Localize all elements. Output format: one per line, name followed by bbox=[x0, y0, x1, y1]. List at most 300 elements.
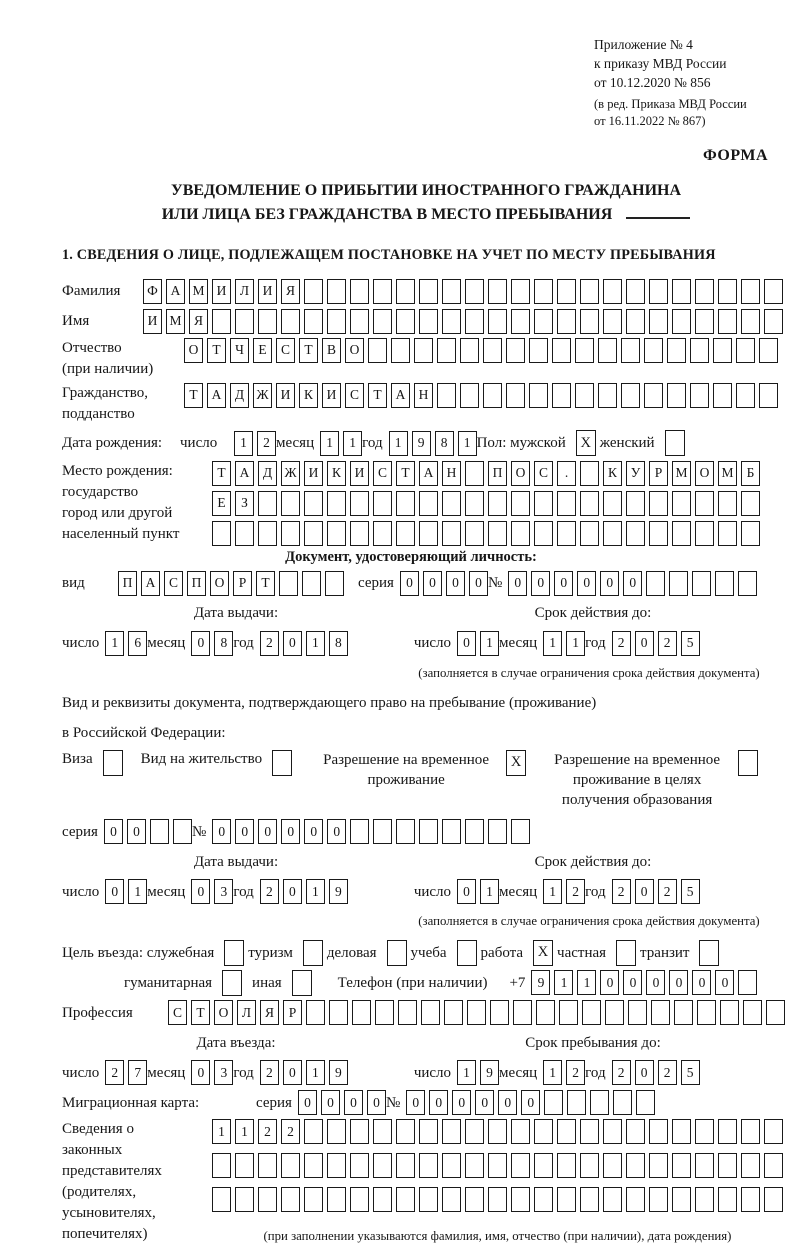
representatives-line2-cells-cell[interactable] bbox=[534, 1153, 553, 1178]
birth-year-cells-cell[interactable]: 8 bbox=[435, 431, 454, 456]
birthplace-line3-cells-cell[interactable] bbox=[741, 521, 760, 546]
patronymic-cells-cell[interactable] bbox=[690, 338, 709, 363]
representatives-line3-cells-cell[interactable] bbox=[649, 1187, 668, 1212]
representatives-line3-cells-cell[interactable] bbox=[419, 1187, 438, 1212]
patronymic-cells-cell[interactable]: Ч bbox=[230, 338, 249, 363]
surname-cells-cell[interactable]: М bbox=[189, 279, 208, 304]
migcard-series-cells-cell[interactable]: 0 bbox=[367, 1090, 386, 1115]
birthplace-line2-cells-cell[interactable] bbox=[488, 491, 507, 516]
representatives-line1-cells-cell[interactable] bbox=[695, 1119, 714, 1144]
representatives-line3-cells-cell[interactable] bbox=[672, 1187, 691, 1212]
birthplace-line2-cells-cell[interactable] bbox=[419, 491, 438, 516]
representatives-line2-cells-cell[interactable] bbox=[373, 1153, 392, 1178]
birthplace-line2-cells-cell[interactable] bbox=[442, 491, 461, 516]
representatives-line3-cells-cell[interactable] bbox=[511, 1187, 530, 1212]
permit-valid-year-cells-cell[interactable]: 2 bbox=[658, 879, 677, 904]
profession-cells-cell[interactable] bbox=[375, 1000, 394, 1025]
entry-month-cells-cell[interactable]: 3 bbox=[214, 1060, 233, 1085]
permit-valid-month-cells-cell[interactable]: 2 bbox=[566, 879, 585, 904]
patronymic-cells-cell[interactable] bbox=[552, 338, 571, 363]
birthplace-line1-cells-cell[interactable]: К bbox=[327, 461, 346, 486]
citizenship-cells-cell[interactable] bbox=[644, 383, 663, 408]
surname-cells-cell[interactable]: Л bbox=[235, 279, 254, 304]
givenname-cells-cell[interactable]: М bbox=[166, 309, 185, 334]
patronymic-cells-cell[interactable] bbox=[644, 338, 663, 363]
birthplace-line1-cells-cell[interactable]: С bbox=[534, 461, 553, 486]
birth-day-cells-cell[interactable]: 2 bbox=[257, 431, 276, 456]
representatives-line1-cells-cell[interactable] bbox=[603, 1119, 622, 1144]
birthplace-line1-cells-cell[interactable]: Д bbox=[258, 461, 277, 486]
migcard-number-cells-cell[interactable]: 0 bbox=[452, 1090, 471, 1115]
citizenship-cells-cell[interactable] bbox=[736, 383, 755, 408]
doc-series-cells-cell[interactable]: 0 bbox=[400, 571, 419, 596]
representatives-line1-cells-cell[interactable] bbox=[488, 1119, 507, 1144]
birthplace-line1-cells-cell[interactable]: С bbox=[373, 461, 392, 486]
doc-type-cells-cell[interactable] bbox=[325, 571, 344, 596]
birthplace-line1-cells-cell[interactable] bbox=[580, 461, 599, 486]
permit-number-cells-cell[interactable]: 0 bbox=[212, 819, 231, 844]
passport-issue-month-cells-cell[interactable]: 8 bbox=[214, 631, 233, 656]
birthplace-line3-cells-cell[interactable] bbox=[281, 521, 300, 546]
representatives-line1-cells-cell[interactable] bbox=[373, 1119, 392, 1144]
birthplace-line1-cells-cell[interactable]: . bbox=[557, 461, 576, 486]
profession-cells-cell[interactable] bbox=[444, 1000, 463, 1025]
passport-issue-year-cells-cell[interactable]: 2 bbox=[260, 631, 279, 656]
permit-issue-year-cells-cell[interactable]: 1 bbox=[306, 879, 325, 904]
birthplace-line3-cells-cell[interactable] bbox=[718, 521, 737, 546]
doc-number-cells-cell[interactable]: 0 bbox=[508, 571, 527, 596]
representatives-line3-cells-cell[interactable] bbox=[626, 1187, 645, 1212]
birthplace-line3-cells-cell[interactable] bbox=[580, 521, 599, 546]
patronymic-cells-cell[interactable] bbox=[460, 338, 479, 363]
surname-cells-cell[interactable] bbox=[327, 279, 346, 304]
birthplace-line1-cells-cell[interactable]: А bbox=[419, 461, 438, 486]
doc-type-cells-cell[interactable] bbox=[279, 571, 298, 596]
patronymic-cells-cell[interactable] bbox=[414, 338, 433, 363]
doc-number-cells-cell[interactable] bbox=[646, 571, 665, 596]
citizenship-cells-cell[interactable] bbox=[483, 383, 502, 408]
representatives-line1-cells-cell[interactable] bbox=[511, 1119, 530, 1144]
citizenship-cells-cell[interactable] bbox=[759, 383, 778, 408]
doc-number-cells-cell[interactable]: 0 bbox=[623, 571, 642, 596]
profession-cells-cell[interactable] bbox=[605, 1000, 624, 1025]
birthplace-line1-cells-cell[interactable]: А bbox=[235, 461, 254, 486]
edu-temp-residence-checkbox[interactable] bbox=[738, 750, 758, 776]
migcard-number-cells-cell[interactable] bbox=[590, 1090, 609, 1115]
profession-cells-cell[interactable] bbox=[697, 1000, 716, 1025]
birthplace-line2-cells-cell[interactable] bbox=[465, 491, 484, 516]
purpose-study-checkbox[interactable] bbox=[457, 940, 477, 966]
profession-cells-cell[interactable]: О bbox=[214, 1000, 233, 1025]
patronymic-cells-cell[interactable] bbox=[437, 338, 456, 363]
profession-cells-cell[interactable] bbox=[582, 1000, 601, 1025]
birthplace-line2-cells-cell[interactable] bbox=[672, 491, 691, 516]
givenname-cells-cell[interactable] bbox=[350, 309, 369, 334]
birthplace-line2-cells-cell[interactable] bbox=[741, 491, 760, 516]
purpose-work-checkbox[interactable]: X bbox=[533, 940, 553, 966]
doc-type-cells-cell[interactable]: Т bbox=[256, 571, 275, 596]
profession-cells-cell[interactable] bbox=[651, 1000, 670, 1025]
representatives-line2-cells-cell[interactable] bbox=[580, 1153, 599, 1178]
passport-issue-day-cells-cell[interactable]: 6 bbox=[128, 631, 147, 656]
surname-cells-cell[interactable] bbox=[373, 279, 392, 304]
birthplace-line2-cells-cell[interactable] bbox=[350, 491, 369, 516]
citizenship-cells-cell[interactable]: Т bbox=[184, 383, 203, 408]
representatives-line3-cells-cell[interactable] bbox=[488, 1187, 507, 1212]
birthplace-line1-cells-cell[interactable]: И bbox=[304, 461, 323, 486]
representatives-line1-cells-cell[interactable]: 2 bbox=[258, 1119, 277, 1144]
doc-type-cells-cell[interactable]: П bbox=[118, 571, 137, 596]
birth-year-cells-cell[interactable]: 1 bbox=[389, 431, 408, 456]
representatives-line2-cells-cell[interactable] bbox=[212, 1153, 231, 1178]
representatives-line3-cells-cell[interactable] bbox=[764, 1187, 783, 1212]
givenname-cells-cell[interactable] bbox=[626, 309, 645, 334]
doc-number-cells-cell[interactable]: 0 bbox=[577, 571, 596, 596]
givenname-cells-cell[interactable] bbox=[327, 309, 346, 334]
surname-cells-cell[interactable] bbox=[488, 279, 507, 304]
representatives-line2-cells-cell[interactable] bbox=[557, 1153, 576, 1178]
profession-cells-cell[interactable] bbox=[306, 1000, 325, 1025]
representatives-line2-cells-cell[interactable] bbox=[396, 1153, 415, 1178]
permit-number-cells-cell[interactable]: 0 bbox=[235, 819, 254, 844]
patronymic-cells-cell[interactable] bbox=[759, 338, 778, 363]
surname-cells-cell[interactable] bbox=[304, 279, 323, 304]
representatives-line2-cells-cell[interactable] bbox=[672, 1153, 691, 1178]
surname-cells-cell[interactable] bbox=[649, 279, 668, 304]
givenname-cells-cell[interactable] bbox=[649, 309, 668, 334]
givenname-cells-cell[interactable] bbox=[488, 309, 507, 334]
birthplace-line2-cells-cell[interactable] bbox=[396, 491, 415, 516]
citizenship-cells-cell[interactable] bbox=[667, 383, 686, 408]
permit-number-cells-cell[interactable]: 0 bbox=[304, 819, 323, 844]
permit-issue-year-cells-cell[interactable]: 9 bbox=[329, 879, 348, 904]
patronymic-cells-cell[interactable] bbox=[736, 338, 755, 363]
representatives-line2-cells-cell[interactable] bbox=[281, 1153, 300, 1178]
surname-cells-cell[interactable] bbox=[396, 279, 415, 304]
doc-series-cells-cell[interactable]: 0 bbox=[423, 571, 442, 596]
birthplace-line1-cells-cell[interactable]: М bbox=[718, 461, 737, 486]
passport-valid-year-cells-cell[interactable]: 2 bbox=[658, 631, 677, 656]
citizenship-cells-cell[interactable]: Т bbox=[368, 383, 387, 408]
surname-cells-cell[interactable] bbox=[557, 279, 576, 304]
permit-valid-year-cells-cell[interactable]: 5 bbox=[681, 879, 700, 904]
patronymic-cells-cell[interactable]: В bbox=[322, 338, 341, 363]
citizenship-cells-cell[interactable] bbox=[460, 383, 479, 408]
migcard-number-cells-cell[interactable]: 0 bbox=[406, 1090, 425, 1115]
representatives-line1-cells-cell[interactable] bbox=[764, 1119, 783, 1144]
temp-residence-checkbox[interactable]: X bbox=[506, 750, 526, 776]
representatives-line1-cells-cell[interactable] bbox=[672, 1119, 691, 1144]
citizenship-cells-cell[interactable]: И bbox=[322, 383, 341, 408]
passport-valid-day-cells-cell[interactable]: 1 bbox=[480, 631, 499, 656]
surname-cells-cell[interactable] bbox=[442, 279, 461, 304]
givenname-cells-cell[interactable] bbox=[718, 309, 737, 334]
citizenship-cells-cell[interactable]: И bbox=[276, 383, 295, 408]
representatives-line1-cells-cell[interactable] bbox=[741, 1119, 760, 1144]
representatives-line3-cells-cell[interactable] bbox=[304, 1187, 323, 1212]
citizenship-cells-cell[interactable]: Ж bbox=[253, 383, 272, 408]
phone-cells-cell[interactable]: 0 bbox=[646, 970, 665, 995]
citizenship-cells-cell[interactable] bbox=[598, 383, 617, 408]
stay-until-month-cells-cell[interactable]: 1 bbox=[543, 1060, 562, 1085]
birthplace-line3-cells-cell[interactable] bbox=[373, 521, 392, 546]
birthplace-line3-cells-cell[interactable] bbox=[511, 521, 530, 546]
doc-type-cells-cell[interactable]: О bbox=[210, 571, 229, 596]
phone-cells-cell[interactable]: 0 bbox=[600, 970, 619, 995]
representatives-line2-cells-cell[interactable] bbox=[258, 1153, 277, 1178]
migcard-number-cells-cell[interactable]: 0 bbox=[475, 1090, 494, 1115]
visa-checkbox[interactable] bbox=[103, 750, 123, 776]
permit-issue-day-cells-cell[interactable]: 0 bbox=[105, 879, 124, 904]
surname-cells-cell[interactable] bbox=[718, 279, 737, 304]
representatives-line2-cells-cell[interactable] bbox=[488, 1153, 507, 1178]
purpose-humanitarian-checkbox[interactable] bbox=[222, 970, 242, 996]
representatives-line3-cells-cell[interactable] bbox=[258, 1187, 277, 1212]
birth-month-cells-cell[interactable]: 1 bbox=[343, 431, 362, 456]
profession-cells-cell[interactable]: Т bbox=[191, 1000, 210, 1025]
profession-cells-cell[interactable]: Р bbox=[283, 1000, 302, 1025]
entry-day-cells-cell[interactable]: 7 bbox=[128, 1060, 147, 1085]
permit-number-cells-cell[interactable] bbox=[373, 819, 392, 844]
birthplace-line2-cells-cell[interactable] bbox=[695, 491, 714, 516]
patronymic-cells-cell[interactable]: О bbox=[184, 338, 203, 363]
doc-type-cells-cell[interactable]: А bbox=[141, 571, 160, 596]
birthplace-line2-cells-cell[interactable] bbox=[557, 491, 576, 516]
representatives-line1-cells-cell[interactable] bbox=[718, 1119, 737, 1144]
entry-year-cells-cell[interactable]: 1 bbox=[306, 1060, 325, 1085]
birthplace-line3-cells-cell[interactable] bbox=[304, 521, 323, 546]
representatives-line1-cells-cell[interactable]: 2 bbox=[281, 1119, 300, 1144]
surname-cells-cell[interactable] bbox=[511, 279, 530, 304]
surname-cells-cell[interactable]: И bbox=[258, 279, 277, 304]
representatives-line3-cells-cell[interactable] bbox=[695, 1187, 714, 1212]
doc-type-cells-cell[interactable]: П bbox=[187, 571, 206, 596]
migcard-series-cells-cell[interactable]: 0 bbox=[321, 1090, 340, 1115]
surname-cells-cell[interactable] bbox=[603, 279, 622, 304]
birthplace-line2-cells-cell[interactable] bbox=[603, 491, 622, 516]
birthplace-line3-cells-cell[interactable] bbox=[442, 521, 461, 546]
birth-month-cells-cell[interactable]: 1 bbox=[320, 431, 339, 456]
representatives-line2-cells-cell[interactable] bbox=[442, 1153, 461, 1178]
stay-until-day-cells-cell[interactable]: 9 bbox=[480, 1060, 499, 1085]
representatives-line1-cells-cell[interactable] bbox=[580, 1119, 599, 1144]
profession-cells-cell[interactable]: Л bbox=[237, 1000, 256, 1025]
stay-until-year-cells-cell[interactable]: 2 bbox=[658, 1060, 677, 1085]
representatives-line1-cells-cell[interactable] bbox=[442, 1119, 461, 1144]
birthplace-line1-cells-cell[interactable]: Т bbox=[396, 461, 415, 486]
permit-valid-day-cells-cell[interactable]: 0 bbox=[457, 879, 476, 904]
citizenship-cells-cell[interactable]: А bbox=[391, 383, 410, 408]
birthplace-line1-cells-cell[interactable]: П bbox=[488, 461, 507, 486]
migcard-number-cells-cell[interactable] bbox=[636, 1090, 655, 1115]
phone-cells-cell[interactable]: 0 bbox=[623, 970, 642, 995]
patronymic-cells-cell[interactable] bbox=[667, 338, 686, 363]
passport-valid-month-cells-cell[interactable]: 1 bbox=[566, 631, 585, 656]
migcard-number-cells-cell[interactable]: 0 bbox=[521, 1090, 540, 1115]
representatives-line2-cells-cell[interactable] bbox=[603, 1153, 622, 1178]
representatives-line3-cells-cell[interactable] bbox=[557, 1187, 576, 1212]
citizenship-cells-cell[interactable]: Н bbox=[414, 383, 433, 408]
birthplace-line3-cells-cell[interactable] bbox=[419, 521, 438, 546]
phone-cells-cell[interactable]: 1 bbox=[577, 970, 596, 995]
doc-number-cells-cell[interactable] bbox=[692, 571, 711, 596]
representatives-line2-cells-cell[interactable] bbox=[511, 1153, 530, 1178]
citizenship-cells-cell[interactable] bbox=[529, 383, 548, 408]
purpose-tourism-checkbox[interactable] bbox=[303, 940, 323, 966]
stay-until-year-cells-cell[interactable]: 0 bbox=[635, 1060, 654, 1085]
birth-day-cells-cell[interactable]: 1 bbox=[234, 431, 253, 456]
birthplace-line3-cells-cell[interactable] bbox=[626, 521, 645, 546]
permit-number-cells-cell[interactable] bbox=[511, 819, 530, 844]
permit-issue-month-cells-cell[interactable]: 0 bbox=[191, 879, 210, 904]
representatives-line3-cells-cell[interactable] bbox=[534, 1187, 553, 1212]
representatives-line1-cells-cell[interactable] bbox=[534, 1119, 553, 1144]
passport-issue-year-cells-cell[interactable]: 8 bbox=[329, 631, 348, 656]
permit-issue-year-cells-cell[interactable]: 2 bbox=[260, 879, 279, 904]
givenname-cells-cell[interactable] bbox=[304, 309, 323, 334]
permit-number-cells-cell[interactable] bbox=[465, 819, 484, 844]
permit-series-cells-cell[interactable] bbox=[173, 819, 192, 844]
profession-cells-cell[interactable] bbox=[628, 1000, 647, 1025]
patronymic-cells-cell[interactable]: О bbox=[345, 338, 364, 363]
birthplace-line1-cells-cell[interactable]: Н bbox=[442, 461, 461, 486]
passport-issue-day-cells-cell[interactable]: 1 bbox=[105, 631, 124, 656]
givenname-cells-cell[interactable] bbox=[465, 309, 484, 334]
birthplace-line2-cells-cell[interactable] bbox=[580, 491, 599, 516]
profession-cells-cell[interactable] bbox=[720, 1000, 739, 1025]
surname-cells-cell[interactable] bbox=[534, 279, 553, 304]
surname-cells-cell[interactable] bbox=[419, 279, 438, 304]
representatives-line3-cells-cell[interactable] bbox=[281, 1187, 300, 1212]
permit-issue-month-cells-cell[interactable]: 3 bbox=[214, 879, 233, 904]
patronymic-cells-cell[interactable] bbox=[391, 338, 410, 363]
representatives-line3-cells-cell[interactable] bbox=[396, 1187, 415, 1212]
birthplace-line1-cells-cell[interactable]: Т bbox=[212, 461, 231, 486]
birthplace-line1-cells-cell[interactable]: О bbox=[511, 461, 530, 486]
givenname-cells-cell[interactable] bbox=[419, 309, 438, 334]
birthplace-line2-cells-cell[interactable] bbox=[626, 491, 645, 516]
representatives-line3-cells-cell[interactable] bbox=[741, 1187, 760, 1212]
permit-number-cells-cell[interactable]: 0 bbox=[281, 819, 300, 844]
surname-cells-cell[interactable] bbox=[695, 279, 714, 304]
birthplace-line3-cells-cell[interactable] bbox=[235, 521, 254, 546]
stay-until-year-cells-cell[interactable]: 5 bbox=[681, 1060, 700, 1085]
birthplace-line3-cells-cell[interactable] bbox=[327, 521, 346, 546]
citizenship-cells-cell[interactable]: А bbox=[207, 383, 226, 408]
surname-cells-cell[interactable] bbox=[350, 279, 369, 304]
givenname-cells-cell[interactable] bbox=[603, 309, 622, 334]
migcard-number-cells-cell[interactable]: 0 bbox=[429, 1090, 448, 1115]
surname-cells-cell[interactable] bbox=[672, 279, 691, 304]
citizenship-cells-cell[interactable] bbox=[713, 383, 732, 408]
stay-until-year-cells-cell[interactable]: 2 bbox=[612, 1060, 631, 1085]
entry-month-cells-cell[interactable]: 0 bbox=[191, 1060, 210, 1085]
permit-series-cells-cell[interactable]: 0 bbox=[127, 819, 146, 844]
profession-cells-cell[interactable] bbox=[743, 1000, 762, 1025]
patronymic-cells-cell[interactable] bbox=[368, 338, 387, 363]
representatives-line1-cells-cell[interactable] bbox=[304, 1119, 323, 1144]
passport-issue-year-cells-cell[interactable]: 1 bbox=[306, 631, 325, 656]
birthplace-line3-cells-cell[interactable] bbox=[396, 521, 415, 546]
doc-number-cells-cell[interactable]: 0 bbox=[600, 571, 619, 596]
representatives-line2-cells-cell[interactable] bbox=[350, 1153, 369, 1178]
representatives-line1-cells-cell[interactable] bbox=[396, 1119, 415, 1144]
surname-cells-cell[interactable]: Я bbox=[281, 279, 300, 304]
surname-cells-cell[interactable]: А bbox=[166, 279, 185, 304]
birthplace-line2-cells-cell[interactable] bbox=[649, 491, 668, 516]
representatives-line3-cells-cell[interactable] bbox=[350, 1187, 369, 1212]
phone-cells-cell[interactable]: 9 bbox=[531, 970, 550, 995]
representatives-line3-cells-cell[interactable] bbox=[465, 1187, 484, 1212]
patronymic-cells-cell[interactable]: Е bbox=[253, 338, 272, 363]
residence-permit-checkbox[interactable] bbox=[272, 750, 292, 776]
representatives-line2-cells-cell[interactable] bbox=[764, 1153, 783, 1178]
givenname-cells-cell[interactable]: И bbox=[143, 309, 162, 334]
profession-cells-cell[interactable] bbox=[490, 1000, 509, 1025]
representatives-line1-cells-cell[interactable] bbox=[649, 1119, 668, 1144]
birth-year-cells-cell[interactable]: 9 bbox=[412, 431, 431, 456]
profession-cells-cell[interactable] bbox=[398, 1000, 417, 1025]
permit-series-cells-cell[interactable] bbox=[150, 819, 169, 844]
permit-number-cells-cell[interactable] bbox=[396, 819, 415, 844]
patronymic-cells-cell[interactable]: Т bbox=[207, 338, 226, 363]
citizenship-cells-cell[interactable]: К bbox=[299, 383, 318, 408]
migcard-number-cells-cell[interactable] bbox=[567, 1090, 586, 1115]
surname-cells-cell[interactable]: Ф bbox=[143, 279, 162, 304]
patronymic-cells-cell[interactable]: С bbox=[276, 338, 295, 363]
profession-cells-cell[interactable] bbox=[467, 1000, 486, 1025]
phone-cells-cell[interactable]: 0 bbox=[715, 970, 734, 995]
surname-cells-cell[interactable] bbox=[465, 279, 484, 304]
profession-cells-cell[interactable]: Я bbox=[260, 1000, 279, 1025]
representatives-line1-cells-cell[interactable]: 1 bbox=[235, 1119, 254, 1144]
birthplace-line3-cells-cell[interactable] bbox=[488, 521, 507, 546]
representatives-line3-cells-cell[interactable] bbox=[580, 1187, 599, 1212]
purpose-other-checkbox[interactable] bbox=[292, 970, 312, 996]
patronymic-cells-cell[interactable] bbox=[575, 338, 594, 363]
patronymic-cells-cell[interactable] bbox=[506, 338, 525, 363]
passport-valid-year-cells-cell[interactable]: 2 bbox=[612, 631, 631, 656]
stay-until-month-cells-cell[interactable]: 2 bbox=[566, 1060, 585, 1085]
citizenship-cells-cell[interactable] bbox=[506, 383, 525, 408]
representatives-line2-cells-cell[interactable] bbox=[718, 1153, 737, 1178]
citizenship-cells-cell[interactable] bbox=[690, 383, 709, 408]
patronymic-cells-cell[interactable] bbox=[598, 338, 617, 363]
patronymic-cells-cell[interactable] bbox=[483, 338, 502, 363]
migcard-number-cells-cell[interactable]: 0 bbox=[498, 1090, 517, 1115]
permit-series-cells-cell[interactable]: 0 bbox=[104, 819, 123, 844]
permit-valid-year-cells-cell[interactable]: 2 bbox=[612, 879, 631, 904]
givenname-cells-cell[interactable] bbox=[396, 309, 415, 334]
birthplace-line2-cells-cell[interactable] bbox=[327, 491, 346, 516]
birthplace-line2-cells-cell[interactable]: Е bbox=[212, 491, 231, 516]
givenname-cells-cell[interactable] bbox=[741, 309, 760, 334]
citizenship-cells-cell[interactable] bbox=[575, 383, 594, 408]
purpose-official-checkbox[interactable] bbox=[224, 940, 244, 966]
doc-type-cells-cell[interactable]: С bbox=[164, 571, 183, 596]
birthplace-line2-cells-cell[interactable] bbox=[511, 491, 530, 516]
phone-cells-cell[interactable]: 1 bbox=[554, 970, 573, 995]
birthplace-line2-cells-cell[interactable] bbox=[258, 491, 277, 516]
permit-valid-day-cells-cell[interactable]: 1 bbox=[480, 879, 499, 904]
givenname-cells-cell[interactable] bbox=[764, 309, 783, 334]
representatives-line3-cells-cell[interactable] bbox=[212, 1187, 231, 1212]
patronymic-cells-cell[interactable] bbox=[621, 338, 640, 363]
givenname-cells-cell[interactable] bbox=[373, 309, 392, 334]
passport-issue-year-cells-cell[interactable]: 0 bbox=[283, 631, 302, 656]
birth-year-cells-cell[interactable]: 1 bbox=[458, 431, 477, 456]
representatives-line1-cells-cell[interactable]: 1 bbox=[212, 1119, 231, 1144]
